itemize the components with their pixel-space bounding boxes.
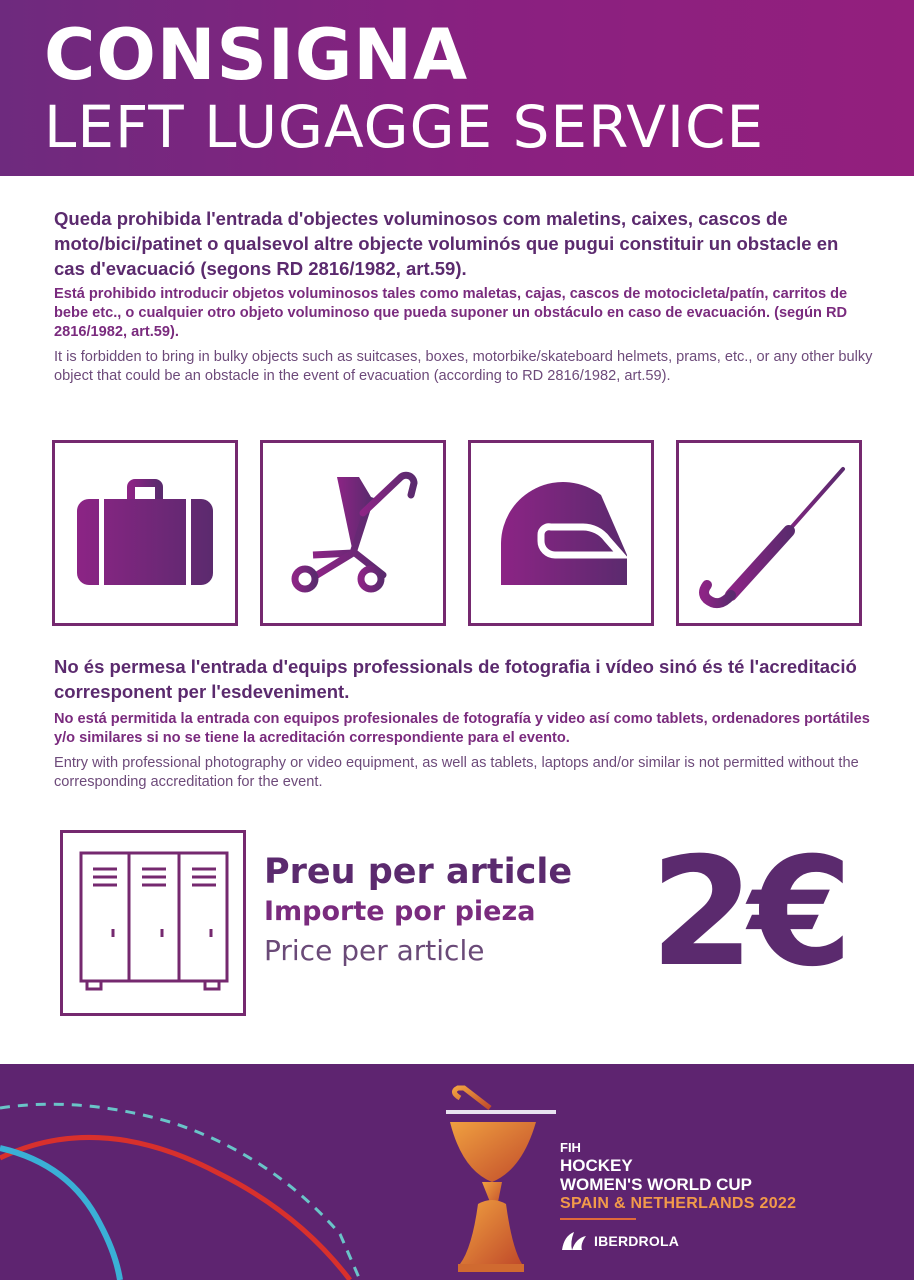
header-banner [0, 0, 914, 176]
equipment-notice [54, 654, 874, 792]
suitcase-tile [52, 440, 238, 626]
helmet-icon [471, 443, 651, 623]
pram-icon [263, 443, 443, 623]
page-title: CONSIGNA [44, 14, 469, 96]
notice-spanish: Está prohibido introducir objetos voluminosos tales como maletas, cajas, cascos de motocicleta/patín, carritos de bebe etc., o cualquier otro objeto voluminoso que pueda suponer un obstáculo en caso de evacuación. (según RD 2816/1982, art.59). [54, 286, 848, 340]
pram-tile [260, 440, 446, 626]
equipment-english: Entry with professional photography or video equipment, as well as tablets, laptops and/or similar is not permitted without the corresponding accreditation for the event. [54, 755, 859, 790]
helmet-tile [468, 440, 654, 626]
price-label-english: Price per article [264, 934, 485, 967]
notice-english: It is forbidden to bring in bulky objects such as suitcases, boxes, motorbike/skateboard helmets, prams, etc., or any other bulky object that could be an obstacle in the event of evacuation (according to RD 2816/1982, art.59). [54, 349, 873, 384]
locker-tile [60, 830, 246, 1016]
brand-world-cup: WOMEN'S WORLD CUP [560, 1175, 752, 1194]
equipment-catalan: No és permesa l'entrada d'equips professionals de fotografia i vídeo sinó és té l'acreditació corresponent per l'esdeveniment. [54, 656, 857, 702]
brand-host-year: SPAIN & NETHERLANDS 2022 [560, 1195, 797, 1212]
equipment-spanish: No está permitida la entrada con equipos profesionales de fotografía y video así como tablets, ordenadores portátiles y/o similares si no se tiene la acreditación correspondiente para el evento. [54, 711, 870, 746]
brand-divider [560, 1218, 636, 1220]
hockey-stick-icon [679, 443, 859, 623]
fih-logo: FIH [560, 1140, 581, 1155]
price-value: 2€ [650, 826, 847, 1000]
iberdrola-leaf-icon [560, 1230, 592, 1252]
page-subtitle: LEFT LUGAGGE SERVICE [44, 93, 765, 161]
hockey-stick-tile [676, 440, 862, 626]
bulky-objects-notice [54, 206, 874, 386]
brand-hockey: HOCKEY [560, 1156, 633, 1175]
suitcase-icon [55, 443, 235, 623]
notice-catalan: Queda prohibida l'entrada d'objectes voluminosos com maletins, caixes, cascos de moto/bici/patinet o qualsevol altre objecte voluminós que pugui constituir un obstacle en cas d'evacuació (segons RD 2816/1982, art.59). [54, 208, 839, 279]
locker-icon [63, 833, 243, 1013]
price-label-catalan: Preu per article [264, 852, 573, 892]
price-label-spanish: Importe por pieza [264, 896, 536, 927]
trophy-icon [430, 1078, 560, 1278]
sponsor-name: IBERDROLA [594, 1233, 680, 1249]
footer-banner [0, 1064, 914, 1280]
